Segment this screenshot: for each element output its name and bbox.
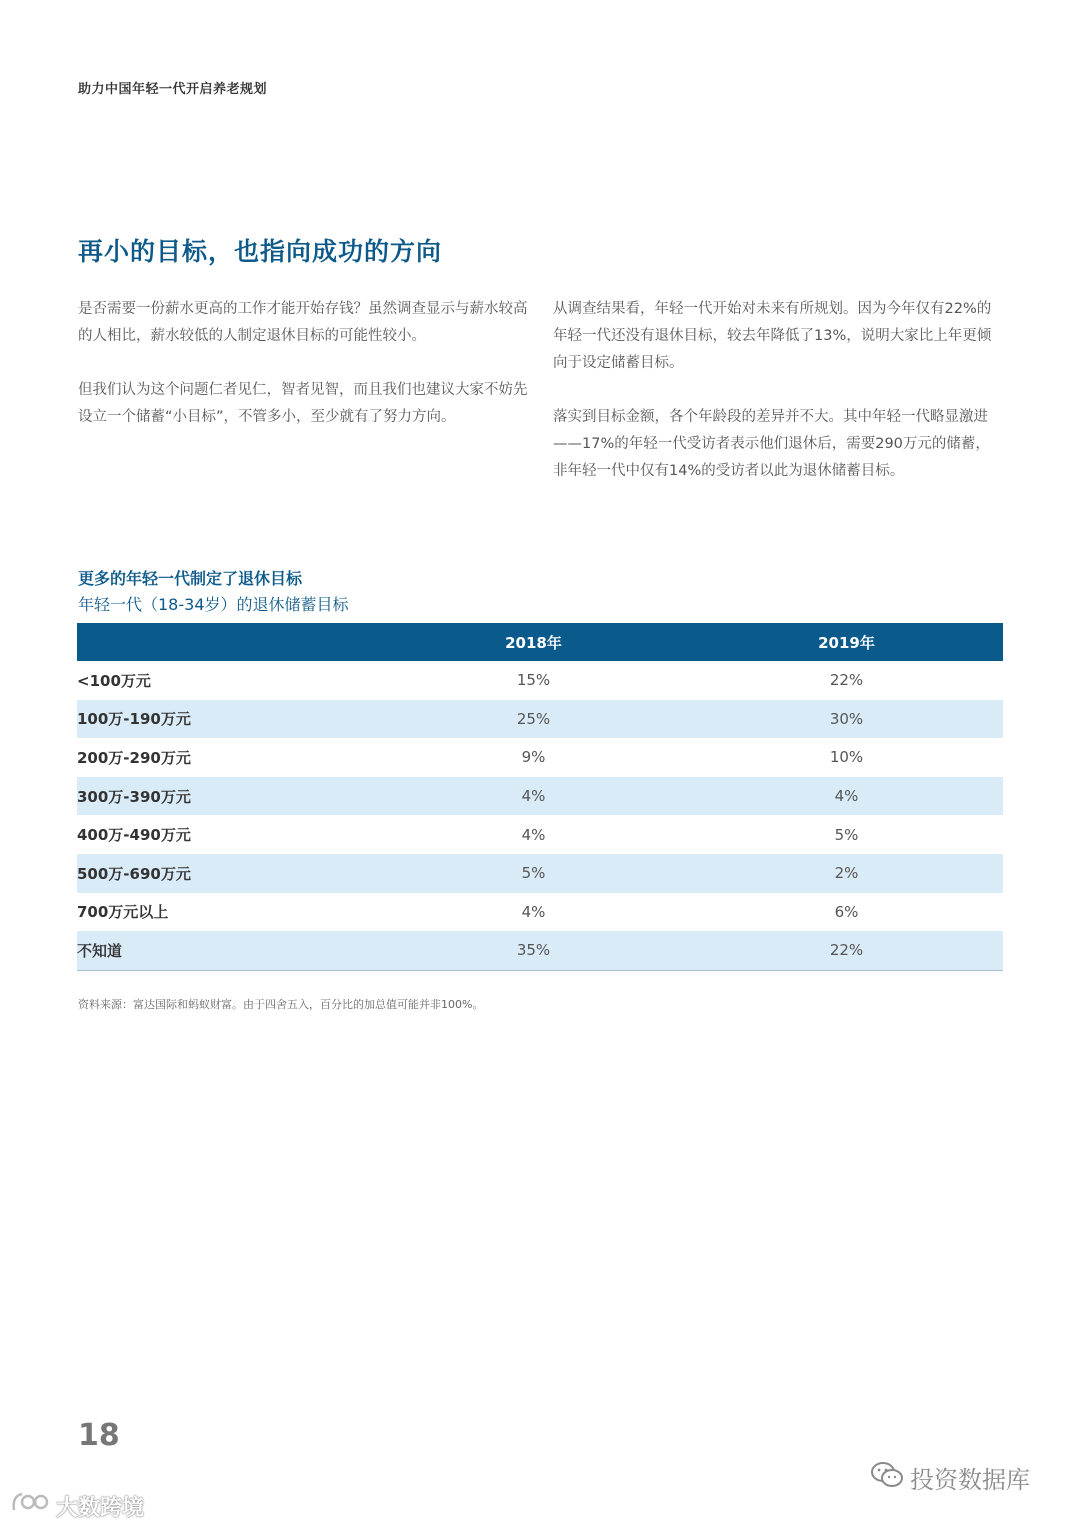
paragraph: 从调查结果看，年轻一代开始对未来有所规划。因为今年仅有22%的年轻一代还没有退休目标，较去年降低了13%，说明大家比上年更倾向于设定储蓄目标。 xyxy=(553,301,992,371)
table-row xyxy=(77,738,1003,777)
value-2019: 30% xyxy=(690,700,1003,739)
logo-icon xyxy=(10,1490,50,1522)
row-label: 400万-490万元 xyxy=(77,826,191,845)
source-note: 资料来源：富达国际和蚂蚁财富。由于四舍五入，百分比的加总值可能并非100%。 xyxy=(78,998,484,1011)
value-2018: 4% xyxy=(521,825,546,844)
value-2019: 6% xyxy=(834,902,859,921)
value-2019: 22% xyxy=(690,931,1003,970)
value-2018: 35% xyxy=(377,931,690,970)
table-row xyxy=(77,854,1003,893)
row-label: 500万-690万元 xyxy=(77,854,377,893)
value-2018: 4% xyxy=(521,902,546,921)
paragraph: 落实到目标金额，各个年龄段的差异并不大。其中年轻一代略显激进——17%的年轻一代受访者表示他们退休后，需要290万元的储蓄，非年轻一代中仅有14%的受访者以此为退休储蓄目标。 xyxy=(553,409,990,479)
paragraph: 但我们认为这个问题仁者见仁，智者见智，而且我们也建议大家不妨先设立一个储蓄“小目标”，不管多小，至少就有了努力方向。 xyxy=(78,382,528,425)
value-2018: 4% xyxy=(377,777,690,816)
running-header: 助力中国年轻一代开启养老规划 xyxy=(78,82,268,97)
table-row xyxy=(77,815,1003,854)
table-title: 更多的年轻一代制定了退休目标 xyxy=(78,569,303,588)
table-row xyxy=(77,700,1003,739)
value-2019: 2% xyxy=(690,854,1003,893)
row-label: 不知道 xyxy=(77,931,377,970)
table-subtitle: 年轻一代（18-34岁）的退休储蓄目标 xyxy=(78,595,349,614)
value-2019: 22% xyxy=(829,671,864,690)
table-row xyxy=(77,661,1003,700)
savings-goal-table xyxy=(77,623,1003,971)
section-title: 再小的目标，也指向成功的方向 xyxy=(78,237,443,266)
value-2018: 25% xyxy=(377,700,690,739)
page-number: 18 xyxy=(78,1418,120,1453)
value-2018: 15% xyxy=(516,671,551,690)
table-row xyxy=(77,931,1003,970)
watermark-brand xyxy=(10,1490,144,1522)
left-column xyxy=(78,296,528,458)
value-2019: 10% xyxy=(829,748,864,767)
watermark-wechat xyxy=(870,1460,1030,1495)
paragraph: 是否需要一份薪水更高的工作才能开始存钱？虽然调查显示与薪水较高的人相比，薪水较低的人制定退休目标的可能性较小。 xyxy=(78,301,528,344)
column-header-2018: 2018年 xyxy=(377,623,690,661)
column-header-label xyxy=(77,623,377,661)
column-header-2019: 2019年 xyxy=(690,623,1003,661)
table-header-row xyxy=(77,623,1003,661)
watermark-text: 大数跨境 xyxy=(56,1495,145,1521)
table-row xyxy=(77,893,1003,932)
row-label: 700万元以上 xyxy=(77,903,169,922)
value-2018: 9% xyxy=(521,748,546,767)
table-row xyxy=(77,777,1003,816)
value-2018: 5% xyxy=(377,854,690,893)
row-label: <100万元 xyxy=(77,671,151,690)
right-column xyxy=(553,296,1003,512)
watermark-text: 投资数据库 xyxy=(910,1466,1030,1494)
value-2019: 4% xyxy=(690,777,1003,816)
wechat-icon xyxy=(870,1461,904,1495)
value-2019: 5% xyxy=(834,825,859,844)
row-label: 300万-390万元 xyxy=(77,777,377,816)
row-label: 200万-290万元 xyxy=(77,748,191,767)
row-label: 100万-190万元 xyxy=(77,700,377,739)
